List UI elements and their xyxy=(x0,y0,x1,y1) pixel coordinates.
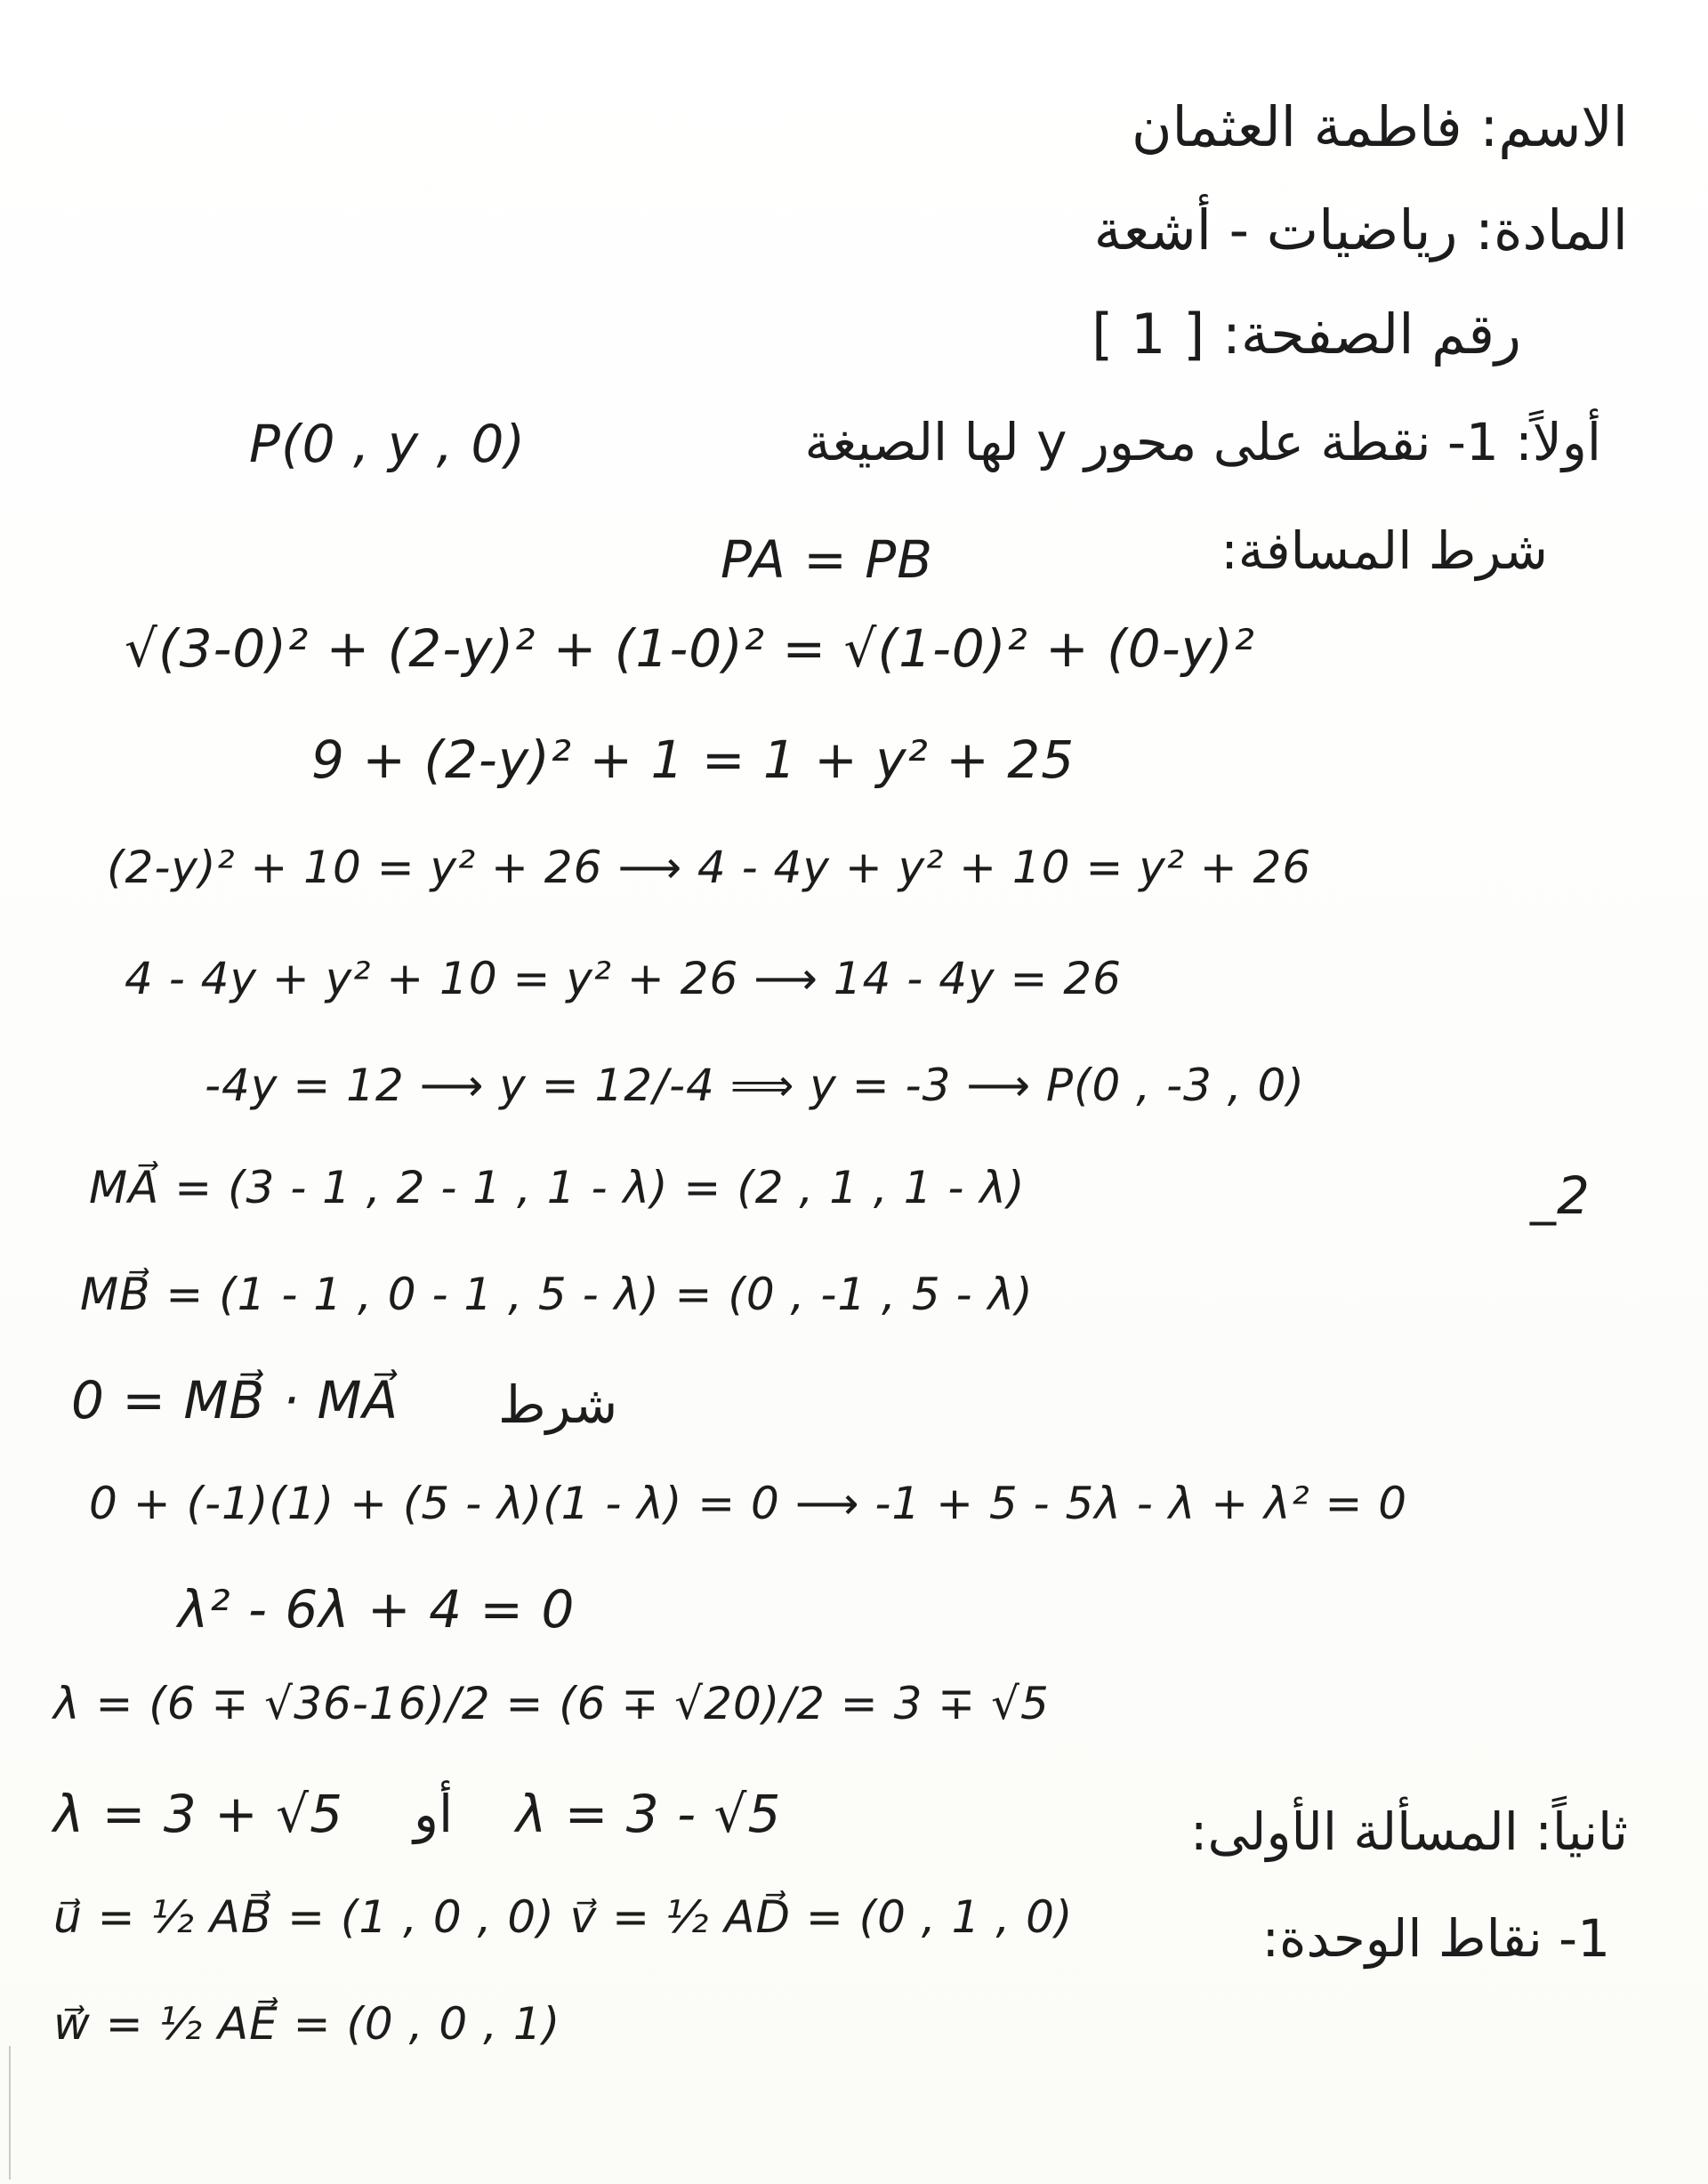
page-number-line: رقم الصفحة: [ 1 ] xyxy=(1092,302,1521,367)
equation-line-4: 4 - 4y + y² + 10 = y² + 26 ⟶ 14 - 4y = 26 xyxy=(125,953,1122,1004)
equation-line-2: 9 + (2-y)² + 1 = 1 + y² + 25 xyxy=(311,729,1076,790)
vector-mb: MB⃗ = (1 - 1 , 0 - 1 , 5 - λ) = (0 , -1 , 5 - λ) xyxy=(80,1269,1034,1320)
distance-condition-equation: PA = PB xyxy=(721,529,933,590)
unit-vectors-u-v: u⃗ = ½ AB⃗ = (1 , 0 , 0) v⃗ = ½ AD⃗ = (0 , 1 , 0) xyxy=(53,1891,1074,1943)
distance-condition-label: شرط المسافة: xyxy=(1221,520,1548,581)
question-1-statement: أولاً: 1- نقطة على محور y لها الصيغة xyxy=(804,412,1601,472)
equation-line-5: -4y = 12 ⟶ y = 12/-4 ⟹ y = -3 ⟶ P(0 , -3 , 0) xyxy=(205,1060,1305,1111)
or-word: أو xyxy=(414,1784,454,1844)
quadratic-solution: λ = (6 ∓ √36-16)/2 = (6 ∓ √20)/2 = 3 ∓ √5 xyxy=(53,1678,1050,1729)
quadratic-equation: λ² - 6λ + 4 = 0 xyxy=(178,1579,576,1640)
condition-word: شرط xyxy=(498,1374,618,1435)
subject-line: المادة: رياضيات - أشعة xyxy=(1093,197,1628,262)
vector-ma: MA⃗ = (3 - 1 , 2 - 1 , 1 - λ) = (2 , 1 , 1 - λ) xyxy=(89,1162,1026,1213)
equation-line-3: (2-y)² + 10 = y² + 26 ⟶ 4 - 4y + y² + 10 = y² + 26 xyxy=(107,842,1312,893)
lambda-value-1: λ = 3 + √5 xyxy=(53,1784,344,1844)
question-2-number: _2 xyxy=(1530,1165,1591,1226)
page-edge-mark xyxy=(9,2046,11,2180)
part-2-title: ثانياً: المسألة الأولى: xyxy=(1189,1801,1628,1862)
dot-product-expansion: 0 + (-1)(1) + (5 - λ)(1 - λ) = 0 ⟶ -1 + 5 - 5λ - λ + λ² = 0 xyxy=(89,1478,1408,1529)
unit-vector-w: w⃗ = ½ AE⃗ = (0 , 0 , 1) xyxy=(53,1998,561,2050)
general-point: P(0 , y , 0) xyxy=(249,414,526,474)
equation-line-1: √(3-0)² + (2-y)² + (1-0)² = √(1-0)² + (0-y)² xyxy=(125,618,1255,679)
lambda-value-2: λ = 3 - √5 xyxy=(516,1784,782,1844)
part-2-subtitle: 1- نقاط الوحدة: xyxy=(1261,1908,1610,1969)
dot-product-condition: 0 = MB⃗ · MA⃗ xyxy=(71,1370,399,1430)
student-name: الاسم: فاطمة العثمان xyxy=(1131,94,1628,159)
